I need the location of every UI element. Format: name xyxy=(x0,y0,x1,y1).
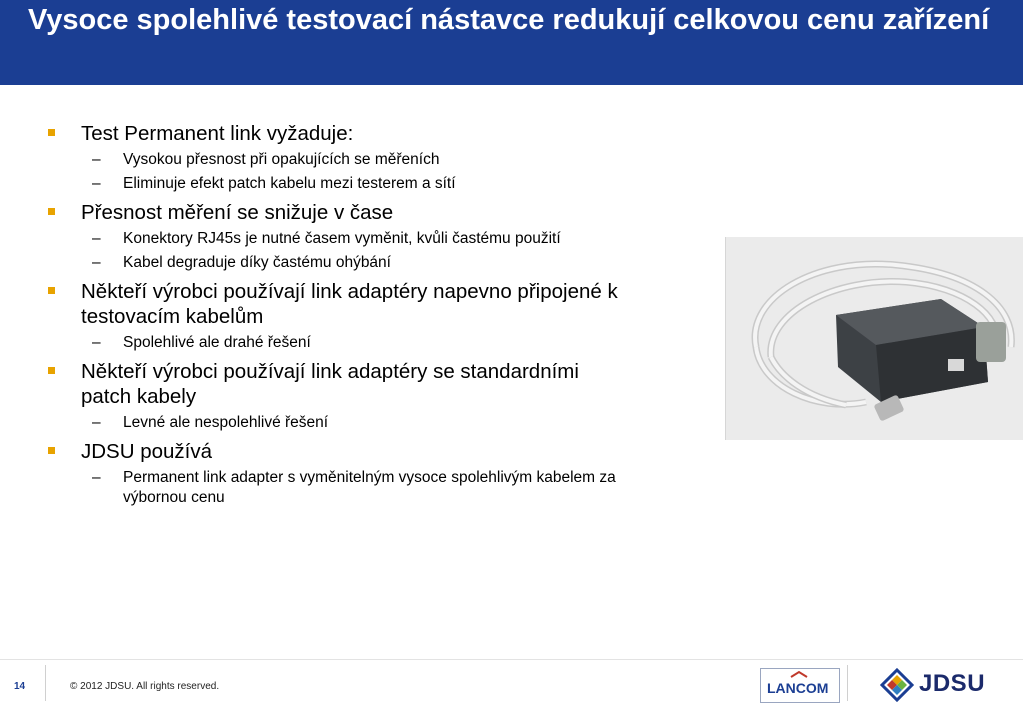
bullet-item xyxy=(46,279,626,329)
bullet-text: Někteří výrobci používají link adaptéry napevno připojené k testovacím kabelům xyxy=(81,280,618,328)
bullet-square-icon xyxy=(48,447,55,454)
bullet-item xyxy=(46,200,626,225)
footer-divider xyxy=(0,659,1023,660)
page-number: 14 xyxy=(14,681,26,692)
dash-marker: – xyxy=(92,469,101,486)
jdsu-logo-text: JDSU xyxy=(919,670,986,697)
sub-bullet-text: Permanent link adapter s vyměnitelným vysoce spolehlivým kabelem za výbornou cenu xyxy=(123,469,616,506)
sub-bullet-text: Konektory RJ45s je nutné časem vyměnit, kvůli častému použití xyxy=(123,230,561,247)
jdsu-mark-icon xyxy=(880,668,914,702)
bullet-text: Test Permanent link vyžaduje: xyxy=(81,122,354,145)
dash-marker: – xyxy=(92,151,101,168)
sub-bullet-text: Vysokou přesnost při opakujících se měřeních xyxy=(123,151,440,168)
dash-marker: – xyxy=(92,334,101,351)
copyright-text: © 2012 JDSU. All rights reserved. xyxy=(70,681,220,692)
bullet-square-icon xyxy=(48,287,55,294)
bullet-text: JDSU používá xyxy=(81,440,213,463)
page-title: Vysoce spolehlivé testovací nástavce redukují celkovou cenu zařízení xyxy=(28,4,990,36)
sub-bullet-item xyxy=(46,150,626,170)
jdsu-logo-icon xyxy=(880,668,990,702)
dash-marker: – xyxy=(92,230,101,247)
footer-separator xyxy=(45,665,46,701)
title-bar xyxy=(0,0,1023,85)
sub-bullet-item xyxy=(46,468,626,508)
bullet-item xyxy=(46,439,626,464)
sub-bullet-text: Kabel degraduje díky častému ohýbání xyxy=(123,254,391,271)
bullet-item xyxy=(46,121,626,146)
bullet-item xyxy=(46,359,626,409)
footer-separator xyxy=(847,665,848,701)
bullet-square-icon xyxy=(48,367,55,374)
cable-adapter-illustration xyxy=(726,237,1023,440)
lancom-logo-graphic xyxy=(761,669,839,702)
sub-bullet-item xyxy=(46,333,626,353)
bullet-text: Někteří výrobci používají link adaptéry se standardními patch kabely xyxy=(81,360,579,408)
dash-marker: – xyxy=(92,254,101,271)
sub-bullet-item xyxy=(46,174,626,194)
sub-bullet-item xyxy=(46,229,626,249)
cable-adapter-photo xyxy=(725,237,1023,440)
bullet-list xyxy=(46,121,626,508)
bullet-text: Přesnost měření se snižuje v čase xyxy=(81,201,394,224)
sub-bullet-text: Eliminuje efekt patch kabelu mezi testerem a sítí xyxy=(123,175,456,192)
bullet-square-icon xyxy=(48,208,55,215)
sub-bullet-item xyxy=(46,413,626,433)
dash-marker: – xyxy=(92,175,101,192)
lancom-logo-text: LANCOM xyxy=(767,680,829,696)
sub-bullet-item xyxy=(46,253,626,273)
dash-marker: – xyxy=(92,414,101,431)
sub-bullet-text: Levné ale nespolehlivé řešení xyxy=(123,414,329,431)
bullet-square-icon xyxy=(48,129,55,136)
sub-bullet-text: Spolehlivé ale drahé řešení xyxy=(123,334,311,351)
lancom-logo-icon xyxy=(760,668,840,703)
